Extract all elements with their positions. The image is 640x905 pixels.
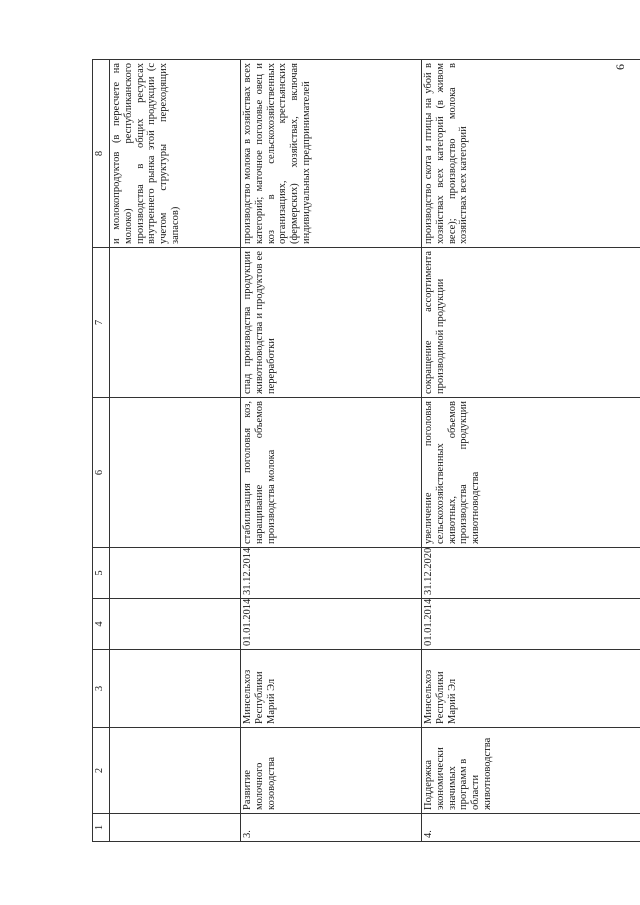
end-date-cell: 31.12.2020 [422,548,640,599]
column-number-7: 7 [93,248,110,398]
empty-cell [110,599,241,650]
indicators-cell: производство скота и птицы на убой в хозяйствах всех категорий (в живом весе); производство молока в хозяйствах всех категорий [422,60,640,248]
column-number-1: 1 [93,814,110,842]
empty-cell [110,814,241,842]
start-date-cell: 01.01.2014 [241,599,422,650]
rotated-table-container [92,60,640,842]
column-number-row [93,60,110,842]
measure-name-cell: Поддержка экономически значимых программ в области животноводства [422,728,640,814]
indicators-cell: производство молока в хозяйствах всех категорий; маточное поголовье овец и коз в сельскохозяйственных организациях, крестьянских (фермерских) хозяйствах, включая индивидуальных предпринимателей [241,60,422,248]
expected-result-cell: стабилизация поголовья коз, наращивание объемов производства молока [241,398,422,548]
table-row [422,60,640,842]
row-number-cell: 3. [241,814,422,842]
empty-cell [110,728,241,814]
expected-result-cell: увеличение поголовья сельскохозяйственных животных, объемов производства продукции животноводства [422,398,640,548]
column-number-8: 8 [93,60,110,248]
empty-cell [110,650,241,728]
start-date-cell: 01.01.2014 [422,599,640,650]
end-date-cell: 31.12.2014 [241,548,422,599]
column-number-4: 4 [93,599,110,650]
column-number-6: 6 [93,398,110,548]
measure-name-cell: Развитие молочного козоводства [241,728,422,814]
table-row [241,60,422,842]
column-number-2: 2 [93,728,110,814]
empty-cell [110,548,241,599]
row-number-cell: 4. [422,814,640,842]
column-number-5: 5 [93,548,110,599]
continued-indicators-cell: и молокопродуктов (в пересчете на молоко) республиканского производства в общих ресурсах внутреннего рынка этой продукции (с учетом структуры переходящих запасов) [110,60,241,248]
page-number: 6 [613,64,627,70]
empty-cell [110,398,241,548]
executor-cell: Минсельхоз Республики Марий Эл [422,650,640,728]
empty-cell [110,248,241,398]
program-measures-table [92,59,640,842]
executor-cell: Минсельхоз Республики Марий Эл [241,650,422,728]
column-number-3: 3 [93,650,110,728]
continuation-row [110,60,241,842]
consequences-cell: сокращение ассортимента производимой продукции [422,248,640,398]
consequences-cell: спад производства продукции животноводства и продуктов ее переработки [241,248,422,398]
